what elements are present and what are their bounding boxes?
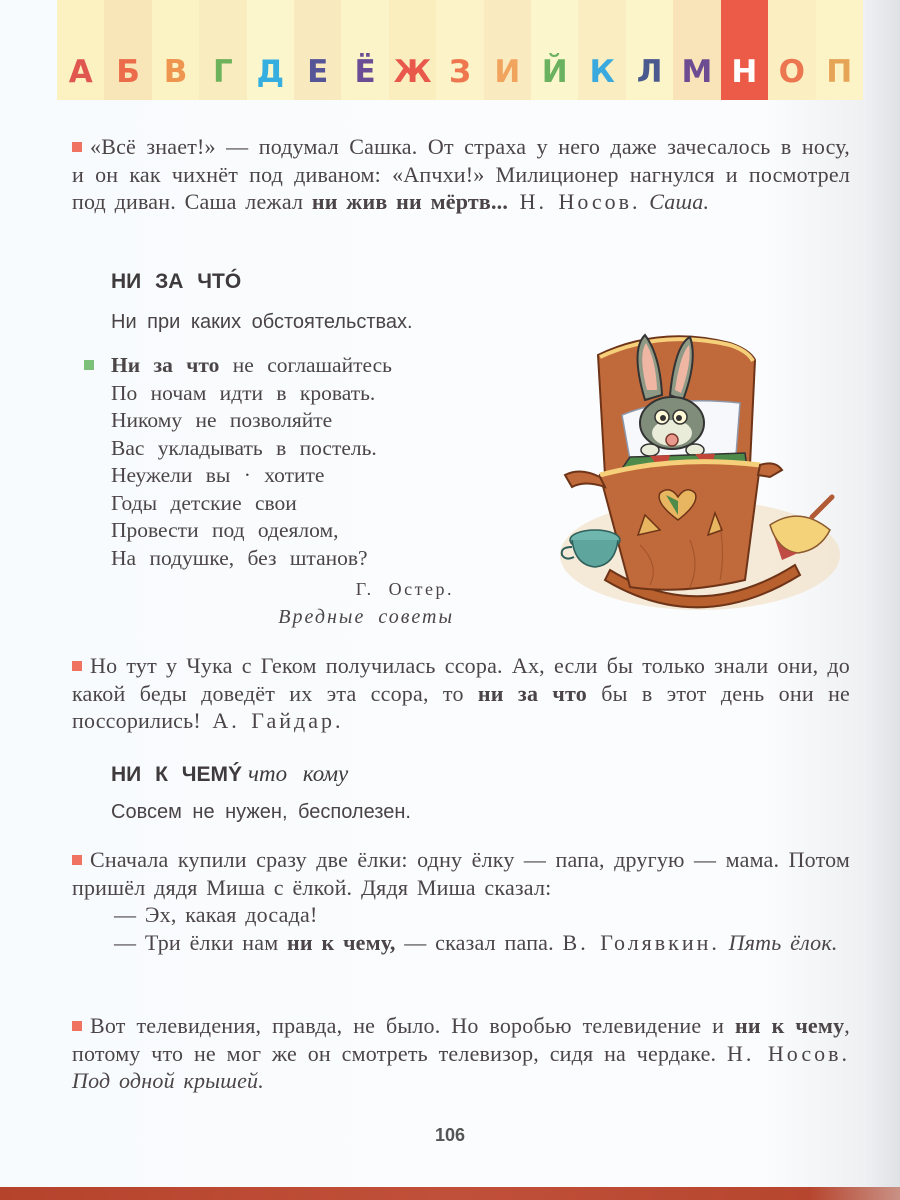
alphabet-letter-label: М: [681, 54, 713, 90]
grammar-note: что кому: [248, 761, 349, 786]
bullet-green-icon: [84, 360, 94, 370]
alphabet-letter-2: [104, 0, 151, 100]
poem-work: Вредные советы: [278, 606, 454, 628]
alphabet-letter-7: [341, 0, 388, 100]
dialogue-line: — Эх, какая досада!: [114, 902, 318, 927]
quote-nosov-sasha: «Всё знает!» — подумал Сашка. От страха у него даже зачесалось в носу, и он как чихнёт под диваном: «Апчхи!» Милиционер нагнулся и посмотрел под диван. Саша лежал ни жив ни мёртв... Н. Носов. Саша.: [72, 134, 850, 214]
poem-line: Неужели вы · хотите: [111, 463, 325, 487]
alphabet-letter-5: [247, 0, 294, 100]
quote-author: Н. Носов.: [508, 189, 641, 214]
highlighted-phrase: ни к чему,: [287, 929, 396, 955]
quote-nosov-roof: Вот телевидения, правда, не было. Но воробью телевидение и ни к чему, потому что не мог же он смотреть телевизор, сидя на чердаке. Н. Носов. Под одной крышей.: [72, 1013, 850, 1093]
alphabet-letter-label: Б: [116, 54, 140, 90]
quote-author: В. Голявкин.: [562, 929, 720, 955]
alphabet-letter-label: Е: [307, 54, 329, 90]
quote-work: Саша.: [640, 189, 710, 214]
alphabet-letter-label: П: [826, 54, 853, 90]
alphabet-letter-4: [199, 0, 246, 100]
poem-line: Годы детские свои: [111, 490, 297, 515]
highlighted-phrase: ни к чему: [735, 1013, 845, 1038]
bullet-red-icon: [72, 661, 82, 671]
bottom-bar: [0, 1187, 900, 1200]
quote-gaidar: Но тут у Чука с Геком получилась ссора. Ах, если бы только знали они, до какой беды доведёт их эта ссора, то ни за что бы в этот день они не поссорились! А. Гайдар.: [72, 653, 851, 733]
poem-line: Провести под одеялом,: [111, 518, 339, 542]
alphabet-letter-11: [531, 0, 578, 100]
alphabet-strip: [57, 0, 863, 100]
highlighted-phrase: ни жив ни мёртв...: [311, 189, 509, 214]
entry-definition: Ни при каких обстоятельствах.: [111, 311, 413, 333]
alphabet-letter-12: [578, 0, 625, 100]
dialogue-line: — Три ёлки нам ни к чему, — сказал папа. В. Голявкин. Пять ёлок.: [114, 929, 838, 955]
bullet-red-icon: [72, 142, 82, 152]
quote-work: Пять ёлок.: [719, 929, 838, 955]
alphabet-letter-16: [768, 0, 815, 100]
quote-author: Н. Носов.: [726, 1040, 850, 1066]
alphabet-letter-10: [484, 0, 531, 100]
quote-author: А. Гайдар.: [200, 708, 344, 733]
poem-line: На подушке, без штанов?: [111, 545, 368, 570]
entry-headword: НИ ЗА ЧТÓ: [111, 270, 242, 293]
alphabet-letter-label: Н: [731, 54, 758, 90]
poem-line: Ни за что не соглашайтесь: [84, 352, 454, 380]
alphabet-letter-label: Д: [256, 54, 285, 90]
bunny-cradle-illustration: [550, 325, 850, 635]
alphabet-letter-label: К: [589, 54, 615, 90]
highlighted-phrase: Ни за что: [111, 353, 220, 377]
alphabet-letter-9: [436, 0, 483, 100]
alphabet-letter-14: [673, 0, 720, 100]
poem-oster: [84, 352, 454, 632]
alphabet-letter-6: [294, 0, 341, 100]
highlighted-phrase: ни за что: [477, 680, 587, 706]
alphabet-letter-label: Ж: [393, 54, 432, 90]
bullet-red-icon: [72, 855, 82, 865]
alphabet-letter-label: О: [778, 54, 805, 90]
poem-line: Никому не позволяйте: [111, 408, 333, 432]
alphabet-letter-8: [389, 0, 436, 100]
alphabet-letter-label: Й: [541, 54, 568, 90]
page-number: 106: [434, 1125, 466, 1145]
quote-golyavkin: Сначала купили сразу две ёлки: одну ёлку — папа, другую — мама. Потом пришёл дядя Миша с ёлкой. Дядя Миша сказал: — Эх, какая досада! — Три ёлки нам ни к чему, — сказал папа. В. Голявкин. Пять ёлок.: [72, 847, 850, 955]
entry-definition: Совсем не нужен, бесполезен.: [111, 801, 411, 823]
alphabet-letter-label: А: [68, 54, 93, 90]
poem-line: Вас укладывать в постель.: [111, 435, 377, 460]
alphabet-letter-3: [152, 0, 199, 100]
alphabet-letter-1: [57, 0, 104, 100]
alphabet-letter-label: И: [494, 54, 521, 90]
poem-author: Г. Остер.: [355, 579, 454, 599]
alphabet-letter-label: Г: [213, 54, 233, 90]
alphabet-letter-label: Ё: [354, 54, 376, 90]
poem-line: По ночам идти в кровать.: [111, 380, 376, 405]
alphabet-letter-label: Л: [636, 54, 663, 90]
quote-work: Под одной крышей.: [72, 1068, 264, 1093]
alphabet-letter-15: [721, 0, 768, 100]
entry-headword: НИ К ЧЕМÝ что кому: [111, 761, 349, 786]
alphabet-letter-13: [626, 0, 673, 100]
alphabet-letter-17: [816, 0, 863, 100]
alphabet-letter-label: В: [163, 54, 188, 90]
alphabet-letter-label: З: [448, 54, 471, 90]
bullet-red-icon: [72, 1021, 82, 1031]
